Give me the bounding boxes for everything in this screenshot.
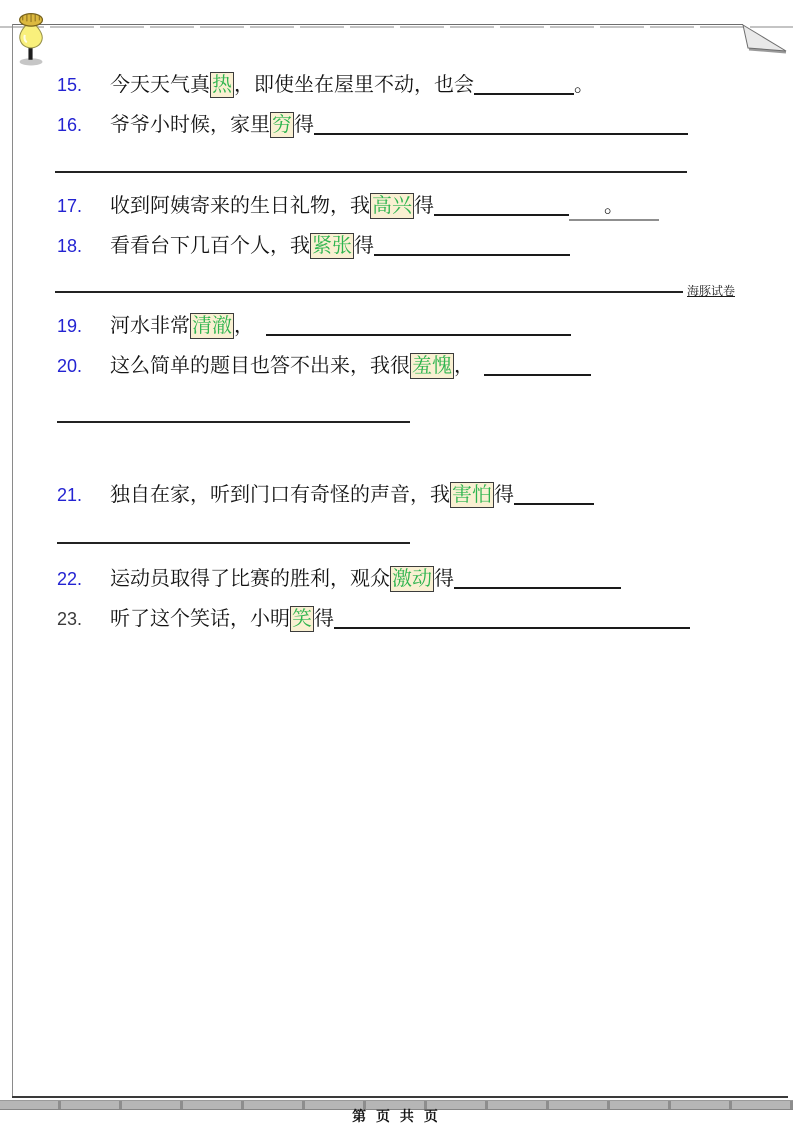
answer-line [57,542,410,544]
keyword-highlight: 清澈 [192,315,232,337]
question-text: 得 [354,235,374,257]
question-number: 19. [57,316,83,336]
question-16 [57,112,688,139]
page-border-left [12,24,13,1097]
pushpin-icon [7,9,53,67]
page-border-bottom [12,1096,788,1098]
question-text: 这么简单的题目也答不出来，我很 [110,355,410,377]
question-number: 18. [57,236,83,256]
answer-line [57,421,410,423]
folded-corner-icon [742,24,790,56]
page-border-top [12,24,743,25]
question-text: 得 [294,114,314,136]
keyword-highlight: 激动 [392,568,432,590]
answer-blank [334,607,690,629]
question-text: 爷爷小时候，家里 [110,114,270,136]
answer-blank [514,483,594,505]
question-22 [57,566,621,593]
keyword-highlight: 穷 [272,114,292,136]
question-text: 收到阿姨寄来的生日礼物，我 [110,195,370,217]
question-text: ， [234,315,254,337]
keyword-highlight: 害怕 [452,484,492,506]
question-15 [57,72,594,99]
keyword-highlight: 羞愧 [412,355,452,377]
answer-line [55,291,683,293]
answer-blank: 。 [569,194,659,221]
keyword-highlight: 高兴 [372,195,412,217]
answer-blank [484,354,591,376]
question-text: 河水非常 [110,315,190,337]
question-text: ， [454,355,474,377]
question-21 [57,482,594,509]
question-number: 20. [57,356,83,376]
keyword-highlight: 热 [212,74,232,96]
answer-blank [434,194,569,216]
question-text: 独自在家，听到门口有奇怪的声音，我 [110,484,450,506]
keyword-highlight: 紧张 [312,235,352,257]
question-20 [57,353,591,380]
question-number: 17. [57,196,83,216]
footer-page-label: 第 页 共 页 [352,1108,441,1124]
question-number: 23. [57,609,83,629]
question-number: 16. [57,115,83,135]
question-19 [57,313,571,340]
answer-blank [266,314,571,336]
background-gridline [0,26,793,28]
question-number: 15. [57,75,83,95]
answer-line [55,171,687,173]
question-text: 看看台下几百个人，我 [110,235,310,257]
watermark: 海豚试卷 [687,284,736,298]
answer-blank [454,567,621,589]
question-23 [57,606,690,633]
question-18 [57,233,570,260]
answer-blank [314,113,688,135]
question-text: 今天天气真 [110,74,210,96]
question-text: 听了这个笑话，小明 [110,608,290,630]
question-text: 得 [494,484,514,506]
question-number: 22. [57,569,83,589]
answer-blank [374,234,570,256]
question-text: 得 [314,608,334,630]
question-text: 运动员取得了比赛的胜利，观众 [110,568,390,590]
question-text: 。 [574,74,594,96]
keyword-highlight: 笑 [292,608,312,630]
question-17 [57,193,659,221]
answer-blank [474,73,574,95]
question-number: 21. [57,485,83,505]
question-text: 得 [414,195,434,217]
question-text: ，即使坐在屋里不动，也会 [234,74,474,96]
question-text: 得 [434,568,454,590]
